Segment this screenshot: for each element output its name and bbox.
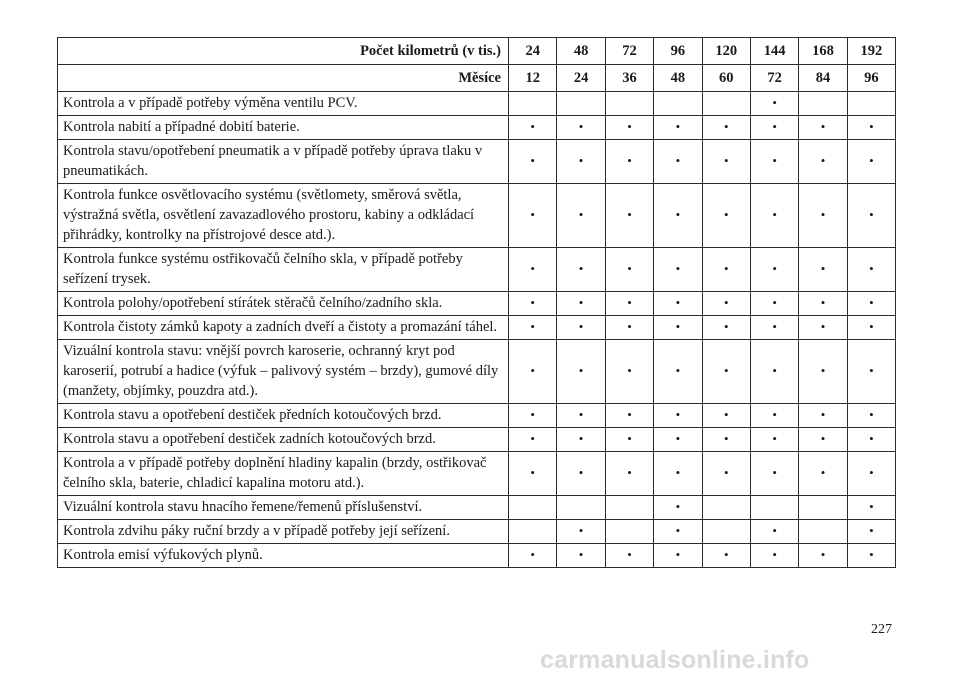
service-due-dot: • [557, 140, 605, 184]
table-row [58, 428, 896, 452]
months-value: 12 [509, 65, 557, 92]
months-value: 48 [654, 65, 702, 92]
service-due-dot: • [509, 248, 557, 292]
service-due-dot: • [847, 184, 895, 248]
service-due-dot: • [702, 544, 750, 568]
table-row [58, 340, 896, 404]
service-due-dot: • [799, 428, 847, 452]
service-due-dot: • [847, 248, 895, 292]
maintenance-schedule-table [57, 37, 896, 568]
table-row [58, 140, 896, 184]
service-due-dot: • [750, 340, 798, 404]
maintenance-item-text: Kontrola stavu a opotřebení destiček zadních kotoučových brzd. [58, 428, 509, 452]
table-row [58, 404, 896, 428]
service-due-dot: • [750, 452, 798, 496]
service-due-dot: • [799, 404, 847, 428]
service-due-dot: • [605, 404, 653, 428]
empty-cell [605, 496, 653, 520]
service-due-dot: • [847, 292, 895, 316]
service-due-dot: • [509, 404, 557, 428]
service-due-dot: • [847, 140, 895, 184]
service-due-dot: • [509, 428, 557, 452]
service-due-dot: • [605, 248, 653, 292]
months-label: Měsíce [58, 65, 509, 92]
months-value: 84 [799, 65, 847, 92]
empty-cell [702, 496, 750, 520]
service-due-dot: • [557, 428, 605, 452]
header-row-kilometers [58, 38, 896, 65]
service-due-dot: • [605, 316, 653, 340]
service-due-dot: • [509, 544, 557, 568]
km-value: 144 [750, 38, 798, 65]
maintenance-item-text: Vizuální kontrola stavu: vnější povrch karoserie, ochranný kryt pod karoserií, potrubí a hadice (výfuk – palivový systém – brzdy), gumové díly (manžety, objímky, pouzdra atd.). [58, 340, 509, 404]
service-due-dot: • [509, 452, 557, 496]
service-due-dot: • [654, 520, 702, 544]
months-value: 24 [557, 65, 605, 92]
service-due-dot: • [557, 404, 605, 428]
service-due-dot: • [799, 544, 847, 568]
service-due-dot: • [654, 496, 702, 520]
service-due-dot: • [702, 140, 750, 184]
empty-cell [557, 496, 605, 520]
service-due-dot: • [605, 292, 653, 316]
empty-cell [605, 92, 653, 116]
service-due-dot: • [847, 116, 895, 140]
header-row-months [58, 65, 896, 92]
service-due-dot: • [750, 544, 798, 568]
service-due-dot: • [557, 340, 605, 404]
service-due-dot: • [750, 428, 798, 452]
page-number: 227 [871, 622, 892, 637]
service-due-dot: • [605, 428, 653, 452]
table-row [58, 184, 896, 248]
service-due-dot: • [750, 248, 798, 292]
service-due-dot: • [509, 116, 557, 140]
service-due-dot: • [750, 140, 798, 184]
empty-cell [847, 92, 895, 116]
maintenance-item-text: Kontrola emisí výfukových plynů. [58, 544, 509, 568]
service-due-dot: • [847, 428, 895, 452]
maintenance-item-text: Kontrola stavu/opotřebení pneumatik a v případě potřeby úprava tlaku v pneumatikách. [58, 140, 509, 184]
maintenance-item-text: Vizuální kontrola stavu hnacího řemene/řemenů příslušenství. [58, 496, 509, 520]
service-due-dot: • [847, 340, 895, 404]
km-value: 96 [654, 38, 702, 65]
service-due-dot: • [750, 92, 798, 116]
maintenance-item-text: Kontrola funkce osvětlovacího systému (světlomety, směrová světla, výstražná světla, osvětlení zavazadlového prostoru, kabiny a odkládací přihrádky, kontrolky na přístrojové desce atd.). [58, 184, 509, 248]
service-due-dot: • [702, 452, 750, 496]
service-due-dot: • [847, 544, 895, 568]
service-due-dot: • [654, 452, 702, 496]
service-due-dot: • [799, 140, 847, 184]
service-due-dot: • [605, 116, 653, 140]
service-due-dot: • [702, 116, 750, 140]
service-due-dot: • [605, 544, 653, 568]
empty-cell [799, 92, 847, 116]
maintenance-item-text: Kontrola stavu a opotřebení destiček předních kotoučových brzd. [58, 404, 509, 428]
kilometers-label: Počet kilometrů (v tis.) [58, 38, 509, 65]
table-row [58, 248, 896, 292]
km-value: 24 [509, 38, 557, 65]
km-value: 192 [847, 38, 895, 65]
service-due-dot: • [557, 544, 605, 568]
table-row [58, 316, 896, 340]
service-due-dot: • [654, 184, 702, 248]
empty-cell [799, 496, 847, 520]
table-row [58, 292, 896, 316]
service-due-dot: • [605, 452, 653, 496]
service-due-dot: • [605, 340, 653, 404]
service-due-dot: • [750, 520, 798, 544]
maintenance-item-text: Kontrola zdvihu páky ruční brzdy a v případě potřeby její seřízení. [58, 520, 509, 544]
service-due-dot: • [557, 184, 605, 248]
service-due-dot: • [557, 292, 605, 316]
service-due-dot: • [605, 184, 653, 248]
service-due-dot: • [799, 292, 847, 316]
service-due-dot: • [557, 248, 605, 292]
service-due-dot: • [702, 340, 750, 404]
service-due-dot: • [799, 452, 847, 496]
empty-cell [557, 92, 605, 116]
service-due-dot: • [557, 520, 605, 544]
service-due-dot: • [847, 496, 895, 520]
service-due-dot: • [799, 340, 847, 404]
service-due-dot: • [750, 316, 798, 340]
km-value: 48 [557, 38, 605, 65]
service-due-dot: • [557, 116, 605, 140]
months-value: 72 [750, 65, 798, 92]
months-value: 60 [702, 65, 750, 92]
maintenance-item-text: Kontrola čistoty zámků kapoty a zadních dveří a čistoty a promazání táhel. [58, 316, 509, 340]
service-due-dot: • [702, 428, 750, 452]
table-row [58, 92, 896, 116]
service-due-dot: • [654, 404, 702, 428]
service-due-dot: • [654, 428, 702, 452]
table-row [58, 116, 896, 140]
service-due-dot: • [557, 316, 605, 340]
empty-cell [702, 520, 750, 544]
service-due-dot: • [847, 520, 895, 544]
table-row [58, 520, 896, 544]
service-due-dot: • [847, 452, 895, 496]
empty-cell [605, 520, 653, 544]
service-due-dot: • [799, 184, 847, 248]
service-due-dot: • [799, 316, 847, 340]
service-due-dot: • [557, 452, 605, 496]
service-due-dot: • [605, 140, 653, 184]
service-due-dot: • [702, 316, 750, 340]
service-due-dot: • [799, 248, 847, 292]
service-due-dot: • [702, 404, 750, 428]
empty-cell [654, 92, 702, 116]
months-value: 96 [847, 65, 895, 92]
service-due-dot: • [509, 340, 557, 404]
maintenance-item-text: Kontrola a v případě potřeby doplnění hladiny kapalin (brzdy, ostřikovač čelního skla, baterie, chladicí kapalina motoru atd.). [58, 452, 509, 496]
service-due-dot: • [654, 140, 702, 184]
months-value: 36 [605, 65, 653, 92]
table-row [58, 544, 896, 568]
watermark-text: carmanualsonline.info [540, 646, 810, 674]
table-row [58, 496, 896, 520]
service-due-dot: • [702, 248, 750, 292]
km-value: 120 [702, 38, 750, 65]
empty-cell [509, 496, 557, 520]
table-row [58, 452, 896, 496]
service-due-dot: • [750, 404, 798, 428]
empty-cell [799, 520, 847, 544]
service-due-dot: • [799, 116, 847, 140]
service-due-dot: • [750, 184, 798, 248]
km-value: 168 [799, 38, 847, 65]
service-due-dot: • [847, 404, 895, 428]
service-due-dot: • [654, 544, 702, 568]
service-due-dot: • [654, 292, 702, 316]
service-due-dot: • [847, 316, 895, 340]
service-due-dot: • [654, 116, 702, 140]
service-due-dot: • [509, 292, 557, 316]
service-due-dot: • [654, 340, 702, 404]
service-due-dot: • [702, 184, 750, 248]
service-due-dot: • [654, 248, 702, 292]
empty-cell [702, 92, 750, 116]
service-due-dot: • [509, 184, 557, 248]
maintenance-item-text: Kontrola polohy/opotřebení stírátek stěračů čelního/zadního skla. [58, 292, 509, 316]
service-due-dot: • [750, 116, 798, 140]
maintenance-item-text: Kontrola a v případě potřeby výměna ventilu PCV. [58, 92, 509, 116]
maintenance-item-text: Kontrola funkce systému ostřikovačů čelního skla, v případě potřeby seřízení trysek. [58, 248, 509, 292]
service-due-dot: • [750, 292, 798, 316]
service-due-dot: • [509, 316, 557, 340]
service-due-dot: • [702, 292, 750, 316]
km-value: 72 [605, 38, 653, 65]
empty-cell [509, 520, 557, 544]
service-due-dot: • [509, 140, 557, 184]
maintenance-item-text: Kontrola nabití a případné dobití baterie. [58, 116, 509, 140]
service-due-dot: • [654, 316, 702, 340]
empty-cell [509, 92, 557, 116]
empty-cell [750, 496, 798, 520]
